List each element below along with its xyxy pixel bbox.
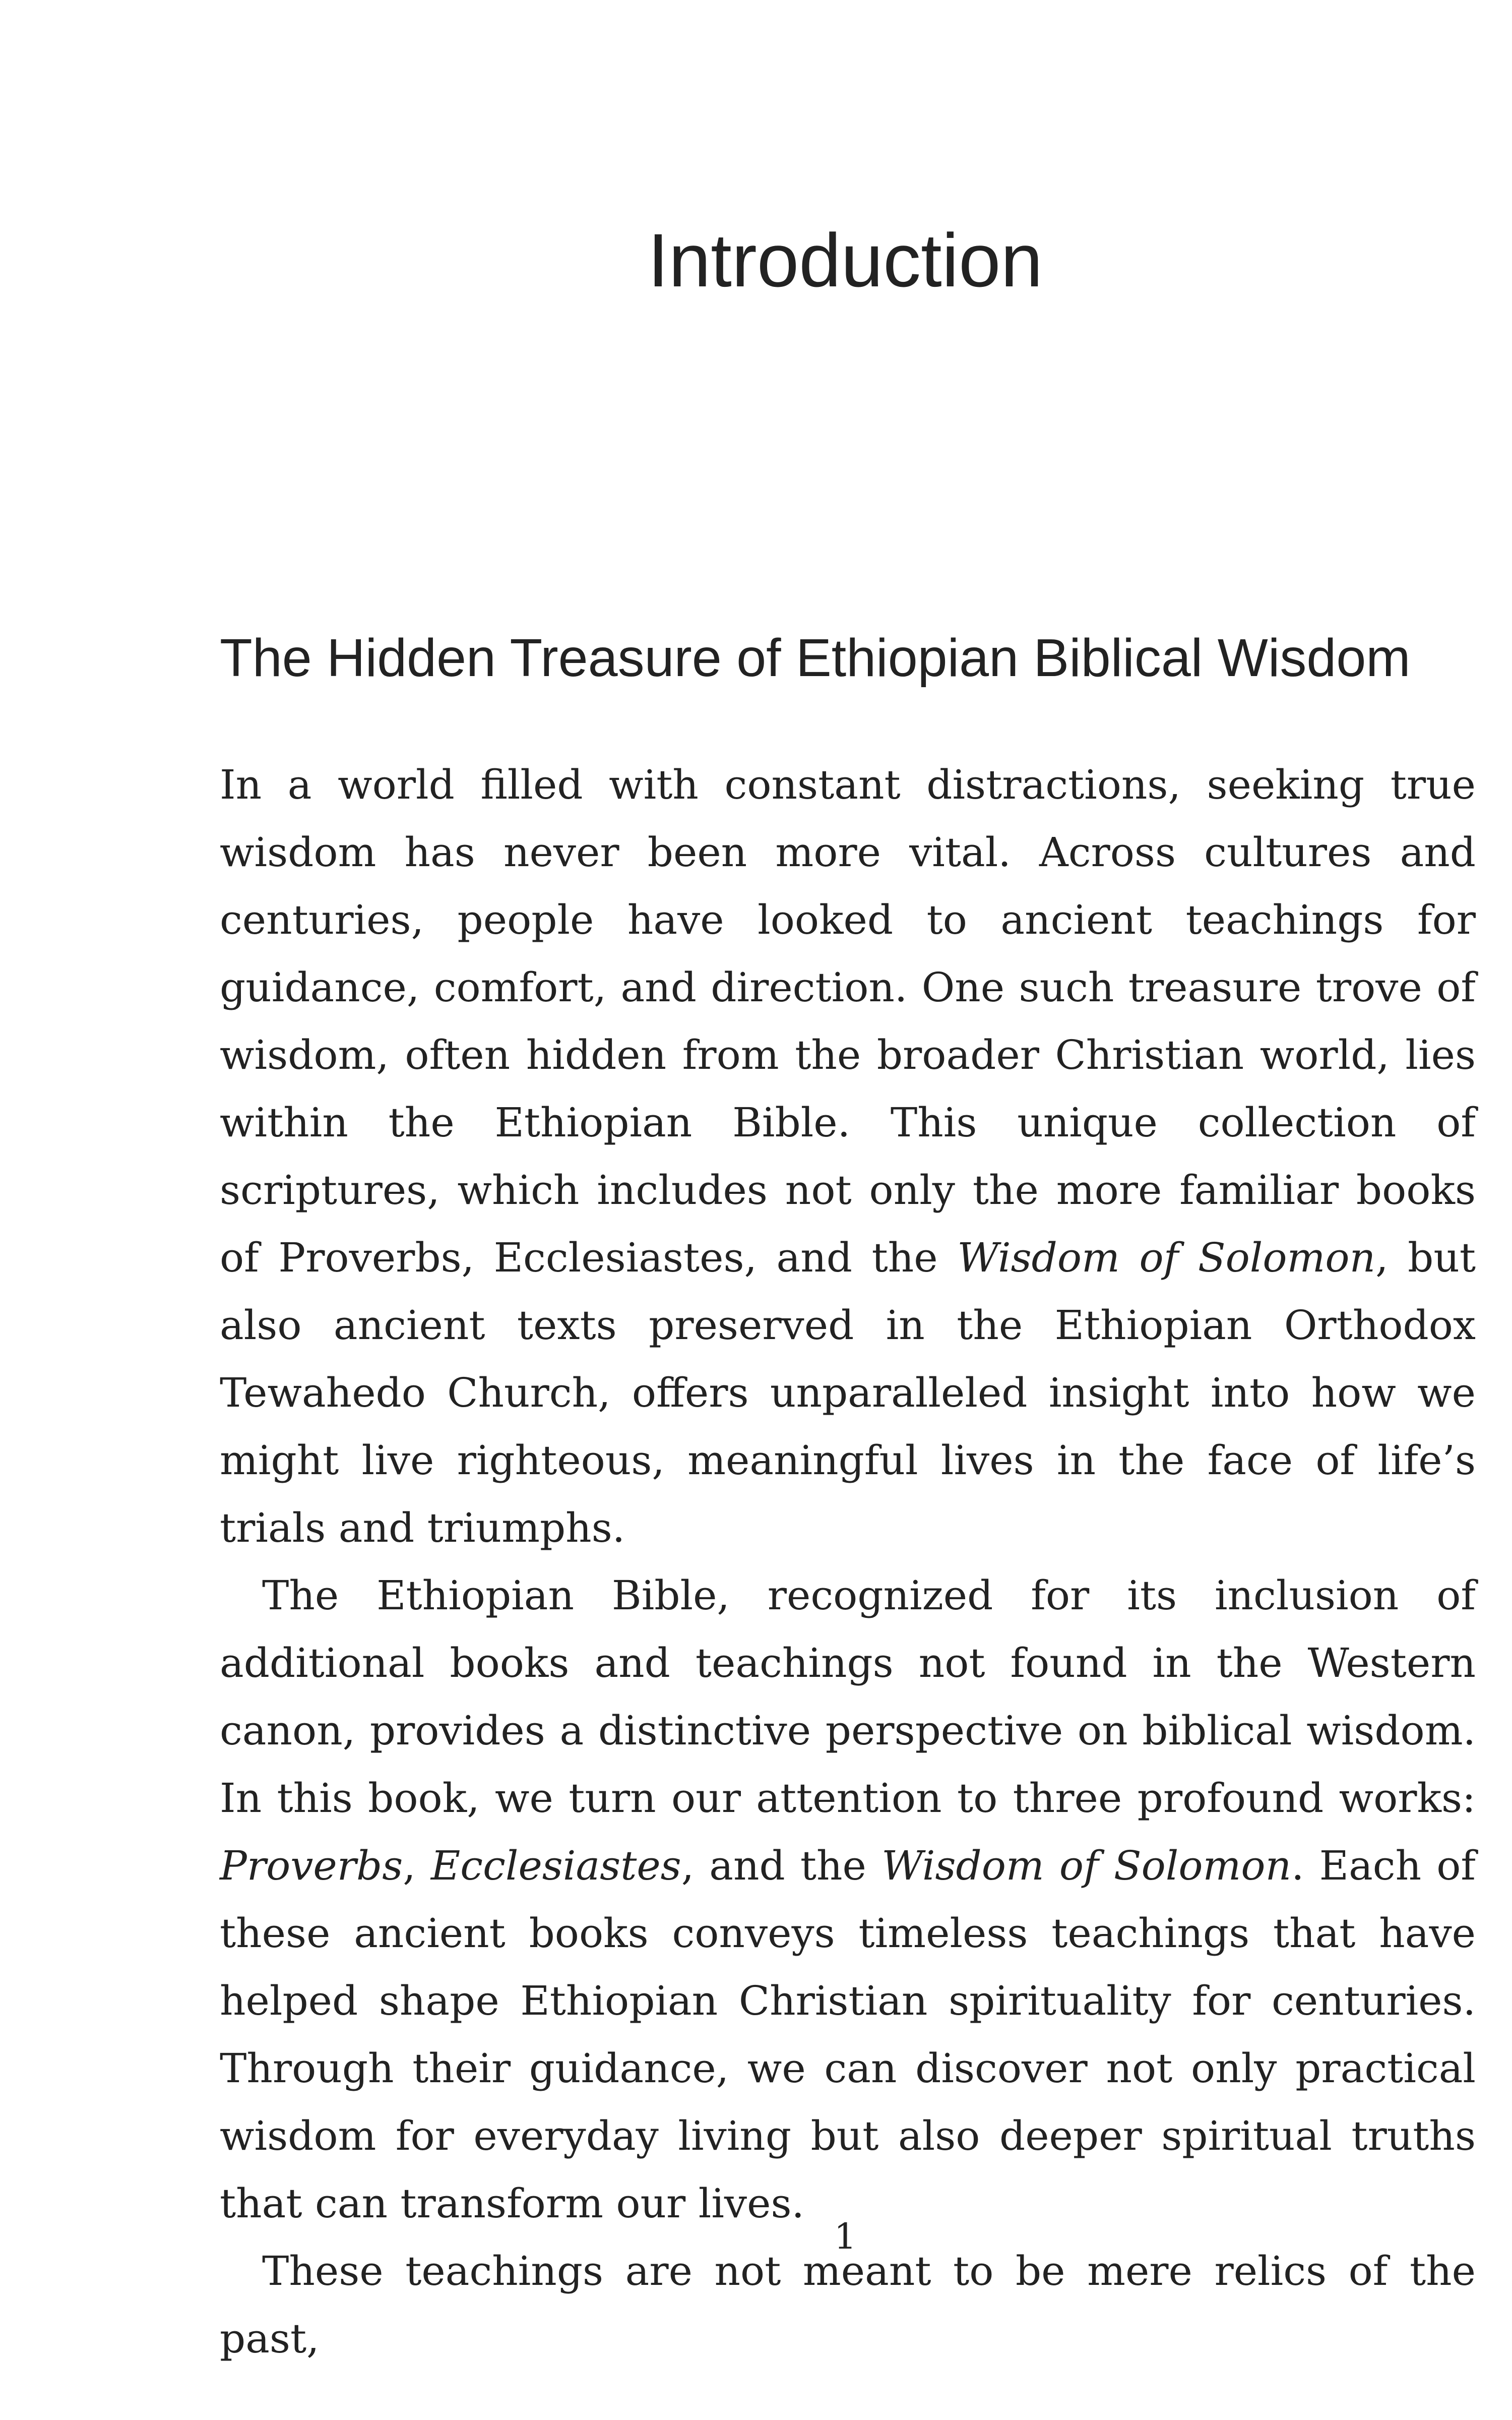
text-run: , [403,1842,431,1889]
text-run: The Ethiopian Bible, recognized for its inclusion of additional books and teachings not found in the Western canon, provides a distinctive perspective on biblical wisdom. In this book, we turn our attention to three profound works: [220,1572,1476,1822]
book-title-italic: Ecclesiastes [430,1842,681,1889]
paragraph [220,751,1476,1562]
section-heading: The Hidden Treasure of Ethiopian Biblical Wisdom [220,628,1411,688]
book-title-italic: Wisdom of Solomon [881,1842,1292,1889]
paragraph [220,2237,1476,2373]
book-title-italic: Proverbs [220,1842,403,1889]
body-text [220,751,1476,2373]
text-run: These teachings are not meant to be mere relics of the past, [220,2248,1476,2362]
text-run: . Each of these ancient books conveys timeless teachings that have helped shape Ethiopian Christian spirituality for centuries. Through their guidance, we can discover not only practical wisdom for everyday living but also deeper spiritual truths that can transform our lives. [220,1842,1476,2227]
chapter-title: Introduction [648,218,1043,302]
paragraph [220,1562,1476,2237]
text-run: In a world filled with constant distractions, seeking true wisdom has never been more vital. Across cultures and centuries, people have looked to ancient teachings for guidance, comfort, and direction. One such treasure trove of wisdom, often hidden from the broader Christian world, lies within the Ethiopian Bible. This unique collection of scriptures, which includes not only the more familiar books of Proverbs, Ecclesiastes, and the [220,761,1476,1281]
book-title-italic: Wisdom of Solomon [957,1234,1376,1281]
text-run: , and the [681,1842,882,1889]
text-run: , but also ancient texts preserved in the Ethiopian Orthodox Tewahedo Church, offers unparalleled insight into how we might live righteous, meaningful lives in the face of life’s trials and triumphs. [220,1234,1476,1551]
page-number: 1 [834,2216,857,2257]
